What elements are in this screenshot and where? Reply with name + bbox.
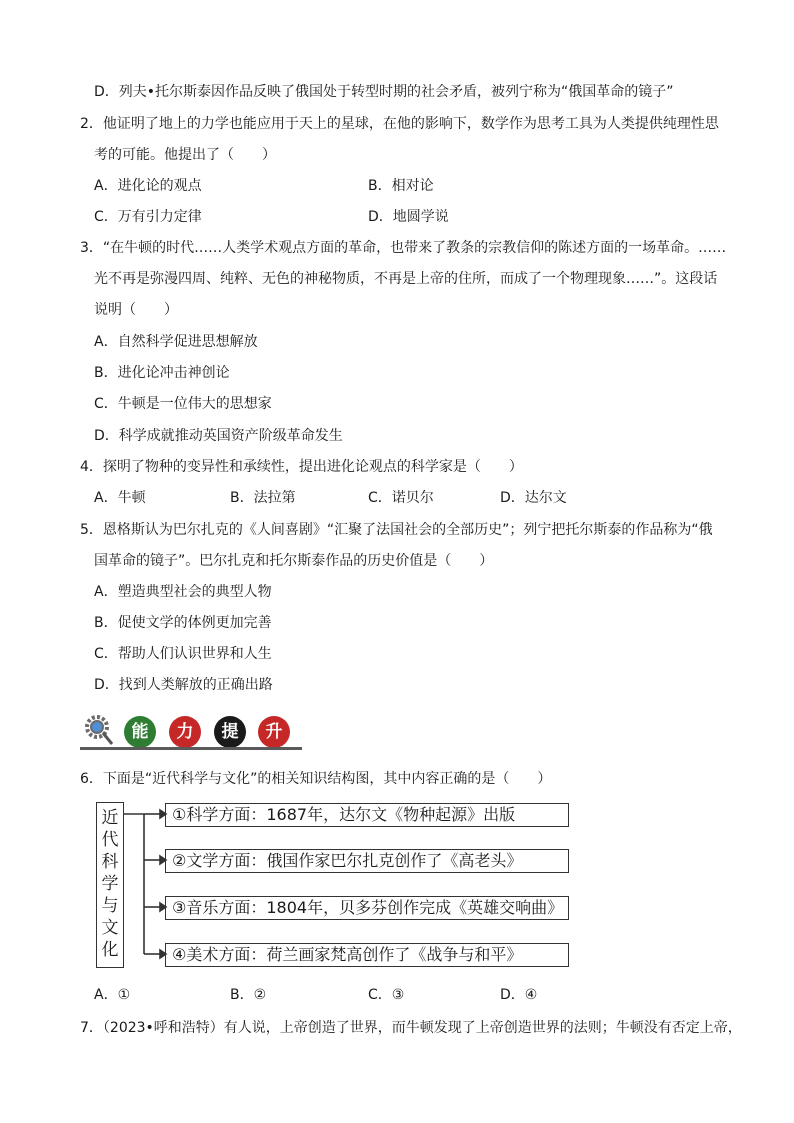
diagram-title-char: 近 (101, 808, 119, 828)
q6-option-c: C．③ (368, 987, 405, 1003)
q2-stem-line1: 2．他证明了地上的力学也能应用于天上的星球，在他的影响下，数学作为思考工具为人类提供纯理性思 (80, 116, 719, 132)
q3-option-d: D．科学成就推动英国资产阶级革命发生 (94, 428, 343, 444)
section-underline (80, 747, 302, 750)
section-char-2: 力 (169, 716, 201, 748)
q5-option-d: D．找到人类解放的正确出路 (94, 677, 273, 693)
q4-option-d: D．达尔文 (500, 490, 567, 506)
q6-stem: 6．下面是“近代科学与文化”的相关知识结构图，其中内容正确的是（ ） (80, 771, 552, 787)
q6-option-d: D．④ (500, 987, 538, 1003)
diagram-box-literature: ②文学方面：俄国作家巴尔扎克创作了《高老头》 (165, 849, 569, 873)
q5-stem-line2: 国革命的镜子”。巴尔扎克和托尔斯泰作品的历史价值是（ ） (94, 553, 494, 569)
q3-stem-line2: 光不再是弥漫四周、纯粹、无色的神秘物质，不再是上帝的住所，而成了一个物理现象……”。这段话 (94, 271, 718, 287)
diagram-connector-lines (124, 802, 170, 968)
q4-option-c: C．诺贝尔 (368, 490, 434, 506)
q3-stem-line1: 3．“在牛顿的时代……人类学术观点方面的革命，也带来了教条的宗教信仰的陈述方面的一场革命。…… (80, 240, 727, 256)
q3-option-a: A．自然科学促进思想解放 (94, 334, 258, 350)
q6-option-b: B．② (230, 987, 267, 1003)
section-char-3: 提 (214, 716, 246, 748)
q2-option-b: B．相对论 (368, 178, 434, 194)
section-char-4: 升 (258, 716, 290, 748)
q4-stem: 4．探明了物种的变异性和承续性，提出进化论观点的科学家是（ ） (80, 459, 523, 475)
q5-option-c: C．帮助人们认识世界和人生 (94, 646, 272, 662)
diagram-box-art: ④美术方面：荷兰画家梵高创作了《战争与和平》 (165, 943, 569, 967)
diagram-title-char: 化 (101, 940, 119, 960)
diagram-title-char: 代 (101, 830, 119, 850)
diagram-title-box (96, 802, 124, 968)
q5-stem-line1: 5．恩格斯认为巴尔扎克的《人间喜剧》“汇聚了法国社会的全部历史”；列宁把托尔斯泰的作品称为“俄 (80, 522, 713, 538)
diagram-title-char: 学 (101, 874, 119, 894)
diagram-box-music: ③音乐方面：1804年，贝多芬创作完成《英雄交响曲》 (165, 896, 569, 920)
q1-option-d: D．列夫•托尔斯泰因作品反映了俄国处于转型时期的社会矛盾，被列宁称为“俄国革命的镜子” (94, 84, 674, 100)
q2-option-d: D．地圆学说 (368, 209, 449, 225)
q4-option-a: A．牛顿 (94, 490, 146, 506)
q5-option-a: A．塑造典型社会的典型人物 (94, 584, 272, 600)
diagram-box-science: ①科学方面：1687年，达尔文《物种起源》出版 (165, 803, 569, 827)
diagram-title-char: 文 (101, 918, 119, 938)
q7-stem-line1: 7．（2023•呼和浩特）有人说，上帝创造了世界，而牛顿发现了上帝创造世界的法则；牛顿没有否定上帝， (80, 1020, 742, 1036)
q3-option-c: C．牛顿是一位伟大的思想家 (94, 396, 272, 412)
section-char-1: 能 (124, 716, 156, 748)
q6-option-a: A．① (94, 987, 131, 1003)
section-header-ability-improvement (80, 708, 302, 752)
q2-option-a: A．进化论的观点 (94, 178, 202, 194)
q2-option-c: C．万有引力定律 (94, 209, 202, 225)
q2-stem-line2: 考的可能。他提出了（ ） (94, 147, 276, 163)
q4-option-b: B．法拉第 (230, 490, 296, 506)
diagram-title-char: 与 (101, 896, 119, 916)
q5-option-b: B．促使文学的体例更加完善 (94, 615, 272, 631)
q3-option-b: B．进化论冲击神创论 (94, 365, 230, 381)
diagram-title-char: 科 (101, 852, 119, 872)
gear-magnifier-icon (82, 712, 116, 746)
q3-stem-line3: 说明（ ） (94, 302, 178, 318)
